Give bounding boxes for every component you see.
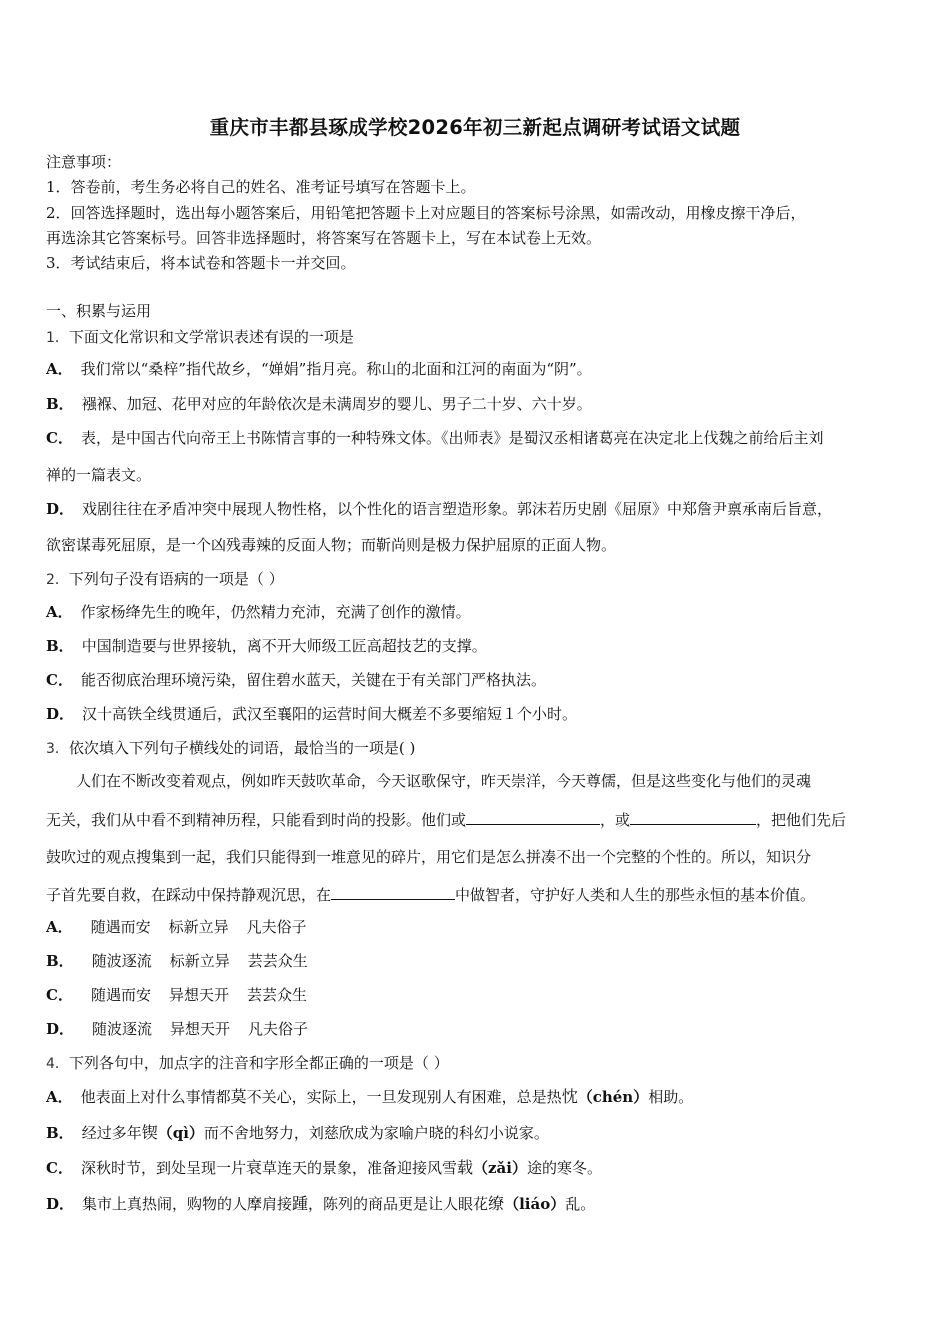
option-label: B．: [46, 395, 74, 413]
option-text: ，陈列的商品更是让人眼花: [308, 1195, 489, 1213]
option-label: B．: [46, 637, 74, 655]
option-label: C．: [46, 986, 73, 1004]
option-label: D．: [46, 1020, 75, 1038]
option-text: 能否彻底治理环境污染，留住碧水蓝天，关键在于有关部门严格执法。: [80, 671, 546, 689]
option-word: 随遇而安: [90, 986, 151, 1004]
option-text: 深秋时节，到处呈现一片: [80, 1159, 246, 1177]
passage-text: ，或: [600, 811, 631, 829]
emphasized-char: 衰: [245, 1158, 262, 1177]
q2-option-c: [46, 670, 546, 690]
emphasized-char: 忱: [561, 1087, 578, 1106]
option-word: 标新立异: [168, 918, 229, 936]
option-text: 我们常以“桑梓”指代故乡，“婵娟”指月亮。称山的北面和江河的南面为“阴”。: [80, 360, 592, 378]
option-text: 而不舍地努力，刘慈欣成为家喻户晓的科幻小说家。: [203, 1124, 549, 1142]
option-label: C．: [46, 671, 73, 689]
option-text: 乱。: [565, 1195, 596, 1213]
question-number: 4．: [46, 1056, 69, 1072]
question-text: 下面文化常识和文学常识表述有误的一项是: [68, 328, 354, 346]
q3-option-c: [46, 985, 325, 1005]
option-word: 随波逐流: [92, 1020, 153, 1038]
q3-passage-line: 人们在不断改变着观点，例如昨天鼓吹革命，今天讴歌保守，昨天崇洋，今天尊儒，但是这些变化与他们的灵魂: [76, 772, 812, 790]
option-word: 异想天开: [168, 986, 229, 1004]
pinyin: （qì）: [157, 1124, 204, 1142]
option-text: 经过多年: [81, 1124, 142, 1142]
option-text: 汉十高铁全线贯通后，武汉至襄阳的运营时间大概差不多要缩短１个小时。: [82, 705, 578, 723]
question-text: 下列各句中，加点字的注音和字形全都正确的一项是（ ）: [68, 1054, 449, 1072]
option-word: 异想天开: [170, 1020, 231, 1038]
q1-option-c-cont: 禅的一篇表文。: [46, 466, 152, 484]
q1-option-a: [46, 359, 592, 379]
option-word: 芸芸众生: [246, 986, 307, 1004]
question-3-stem: [46, 738, 415, 759]
option-label: A．: [46, 1088, 73, 1106]
emphasized-char: 载: [457, 1158, 474, 1177]
q1-option-d: [46, 499, 832, 519]
passage-text: 中做智者，守护好人类和人生的那些永恒的基本价值。: [455, 886, 816, 904]
note-item: 2．回答选择题时，选出每小题答案后，用铅笔把答题卡上对应题目的答案标号涂黑，如需改动，用橡皮擦干净后，: [46, 204, 806, 222]
emphasized-char: 缭: [488, 1194, 505, 1213]
q1-option-c: [46, 428, 823, 448]
passage-text: 子首先要自救，在踩动中保持静观沉思，在: [46, 886, 332, 904]
option-label: A．: [46, 603, 73, 621]
q3-passage-line: [46, 884, 815, 905]
option-word: 凡夫俗子: [248, 1020, 309, 1038]
option-label: C．: [46, 429, 73, 447]
option-text: 不关心，实际上，一旦发现别人有困难，总是热: [246, 1088, 562, 1106]
emphasized-char: 踵: [292, 1194, 309, 1213]
option-text: 他表面上对什么事情都: [80, 1088, 231, 1106]
pinyin: （zǎi）: [473, 1159, 527, 1177]
option-text: 表，是中国古代向帝王上书陈情言事的一种特殊文体。《出师表》是蜀汉丞相诸葛亮在决定北上伐魏之前给后主刘: [80, 429, 824, 447]
option-text: 集市上真热闹，购物的人摩肩接: [82, 1195, 293, 1213]
q4-option-c: [46, 1158, 602, 1178]
q4-option-b: [46, 1123, 549, 1143]
option-label: C．: [46, 1159, 73, 1177]
q2-option-a: [46, 602, 471, 622]
option-text: 作家杨绛先生的晚年，仍然精力充沛，充满了创作的激情。: [80, 603, 471, 621]
option-label: D．: [46, 705, 75, 723]
q1-option-d-cont: 欲密谋毒死屈原，是一个凶残毒辣的反面人物；而靳尚则是极力保护屈原的正面人物。: [46, 536, 617, 554]
q4-option-a: [46, 1087, 693, 1107]
fill-blank-1: [466, 809, 600, 825]
section-heading: 一、积累与运用: [46, 302, 152, 320]
notes-heading: 注意事项：: [46, 153, 122, 171]
option-label: B．: [46, 952, 74, 970]
q3-option-a: [46, 917, 325, 937]
option-text: 草连天的景象，准备迎接风雪: [261, 1159, 457, 1177]
q4-option-d: [46, 1194, 595, 1214]
option-text: 相助。: [648, 1088, 694, 1106]
question-text: 依次填入下列句子横线处的词语，最恰当的一项是( ): [68, 739, 416, 757]
emphasized-char: 锲: [141, 1123, 158, 1142]
pinyin: （chén）: [577, 1088, 649, 1106]
option-word: 凡夫俗子: [246, 918, 307, 936]
passage-text: ，把他们先后: [756, 811, 847, 829]
question-number: 3．: [46, 741, 69, 757]
question-number: 1．: [46, 330, 69, 346]
option-text: 戏剧往往在矛盾冲突中展现人物性格，以个性化的语言塑造形象。郭沫若历史剧《屈原》中郑詹尹禀承南后旨意，: [82, 500, 833, 518]
option-text: 襁褓、加冠、花甲对应的年龄依次是未满周岁的婴儿、男子二十岁、六十岁。: [81, 395, 592, 413]
option-word: 标新立异: [169, 952, 230, 970]
question-text: 下列句子没有语病的一项是（ ）: [68, 570, 284, 588]
option-label: D．: [46, 1195, 75, 1213]
q3-passage-line: 鼓吹过的观点搜集到一起，我们只能得到一堆意见的碎片，用它们是怎么拼凑不出一个完整的个性的。所以，知识分: [46, 848, 812, 866]
fill-blank-3: [331, 884, 455, 900]
question-4-stem: [46, 1053, 449, 1074]
question-2-stem: [46, 569, 284, 590]
page-title: 重庆市丰都县琢成学校2026年初三新起点调研考试语文试题: [209, 116, 741, 139]
passage-text: 无关，我们从中看不到精神历程，只能看到时尚的投影。他们或: [46, 811, 467, 829]
note-item: 再选涂其它答案标号。回答非选择题时，将答案写在答题卡上，写在本试卷上无效。: [46, 229, 602, 247]
q1-option-b: [46, 394, 592, 414]
pinyin: （liáo）: [504, 1195, 566, 1213]
fill-blank-2: [630, 809, 756, 825]
question-number: 2．: [46, 572, 69, 588]
option-label: A．: [46, 918, 73, 936]
q3-option-b: [46, 951, 326, 971]
q2-option-b: [46, 636, 487, 656]
q2-option-d: [46, 704, 577, 724]
option-text: 途的寒冬。: [526, 1159, 602, 1177]
emphasized-char: 莫: [230, 1087, 247, 1106]
note-item: 1．答卷前，考生务必将自己的姓名、准考证号填写在答题卡上。: [46, 178, 476, 196]
option-label: A．: [46, 360, 73, 378]
q3-option-d: [46, 1019, 326, 1039]
note-item: 3．考试结束后，将本试卷和答题卡一并交回。: [46, 254, 356, 272]
option-word: 芸芸众生: [247, 952, 308, 970]
option-label: D．: [46, 500, 75, 518]
q3-passage-line: [46, 809, 846, 830]
option-label: B．: [46, 1124, 74, 1142]
option-text: 中国制造要与世界接轨，离不开大师级工匠高超技艺的支撑。: [81, 637, 487, 655]
option-word: 随遇而安: [90, 918, 151, 936]
question-1-stem: [46, 327, 354, 348]
option-word: 随波逐流: [91, 952, 152, 970]
